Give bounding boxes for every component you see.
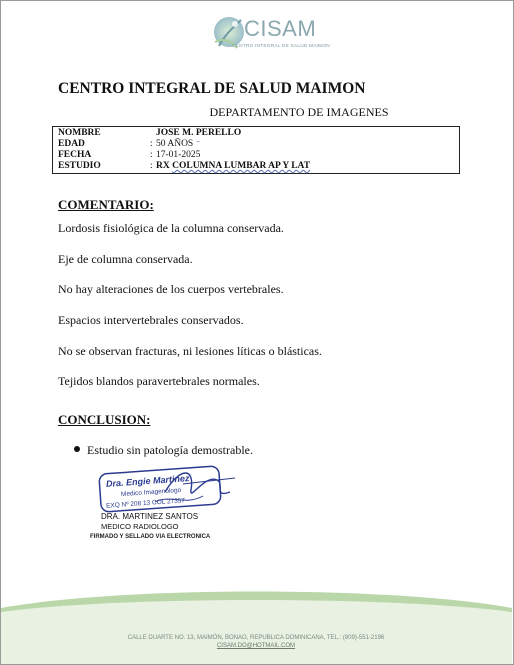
stamp-role: Medico Imagenologo: [120, 486, 182, 499]
footer-email[interactable]: CISAM.DO@HOTMAIL.COM: [216, 643, 296, 649]
patient-info-box: [52, 126, 460, 174]
row-label: ESTUDIO: [58, 161, 101, 171]
row-value: [156, 161, 310, 173]
row-value: 17-01-2025: [156, 150, 201, 160]
bullet-icon: [74, 446, 80, 452]
comment-line: No hay alteraciones de los cuerpos vertebrales.: [58, 282, 284, 296]
comment-line: Lordosis fisiológica de la columna conservada.: [58, 221, 284, 235]
row-value: JOSE M. PERELLO: [156, 128, 242, 138]
signature-note: FIRMADO Y SELLADO VIA ELECTRONICA: [90, 534, 211, 540]
footer-wave-graphic: [1, 590, 512, 664]
logo-name: CISAM: [244, 16, 317, 41]
comment-line: Eje de columna conservada.: [58, 252, 193, 266]
study-prefix: RX: [156, 161, 170, 171]
conclusion-item: Estudio sin patología demostrable.: [87, 443, 253, 457]
stamp-exq: EXQ Nº 208 13 COL 27357: [105, 497, 186, 510]
footer-address: CALLE DUARTE NO. 13, MAIMÓN, BONAO, REPUBLICA DOMINICANA, TEL.: (809)-551-2196: [127, 635, 385, 641]
row-separator: :: [150, 161, 153, 171]
comment-line: Tejidos blandos paravertebrales normales.: [58, 374, 260, 388]
conclusion-heading: CONCLUSION:: [58, 412, 151, 427]
department-title: DEPARTAMENTO DE IMAGENES: [209, 105, 389, 119]
row-label: NOMBRE: [58, 128, 101, 138]
stamp-name: Dra. Engie Martinez: [105, 473, 190, 489]
study-name: COLUMNA LUMBAR AP Y LAT: [172, 161, 311, 171]
row-label: EDAD: [58, 139, 85, 149]
comment-heading: COMENTARIO:: [58, 197, 154, 212]
page-title: CENTRO INTEGRAL DE SALUD MAIMON: [58, 80, 366, 97]
row-separator: :: [150, 150, 153, 160]
row-value: 50 AÑOS: [156, 139, 194, 149]
signer-role: MEDICO RADIOLOGO: [101, 522, 179, 531]
spellcheck-mark-icon: ⌣: [196, 139, 200, 145]
row-separator: :: [150, 139, 153, 149]
comment-line: No se observan fracturas, ni lesiones líticas o blásticas.: [58, 344, 322, 358]
comment-line: Espacios intervertebrales conservados.: [58, 313, 244, 327]
logo-subtitle: CENTRO INTEGRAL DE SALUD MAIMON: [232, 44, 330, 49]
row-label: FECHA: [58, 150, 92, 160]
signer-name: DRA. MARTINEZ SANTOS: [101, 512, 199, 521]
